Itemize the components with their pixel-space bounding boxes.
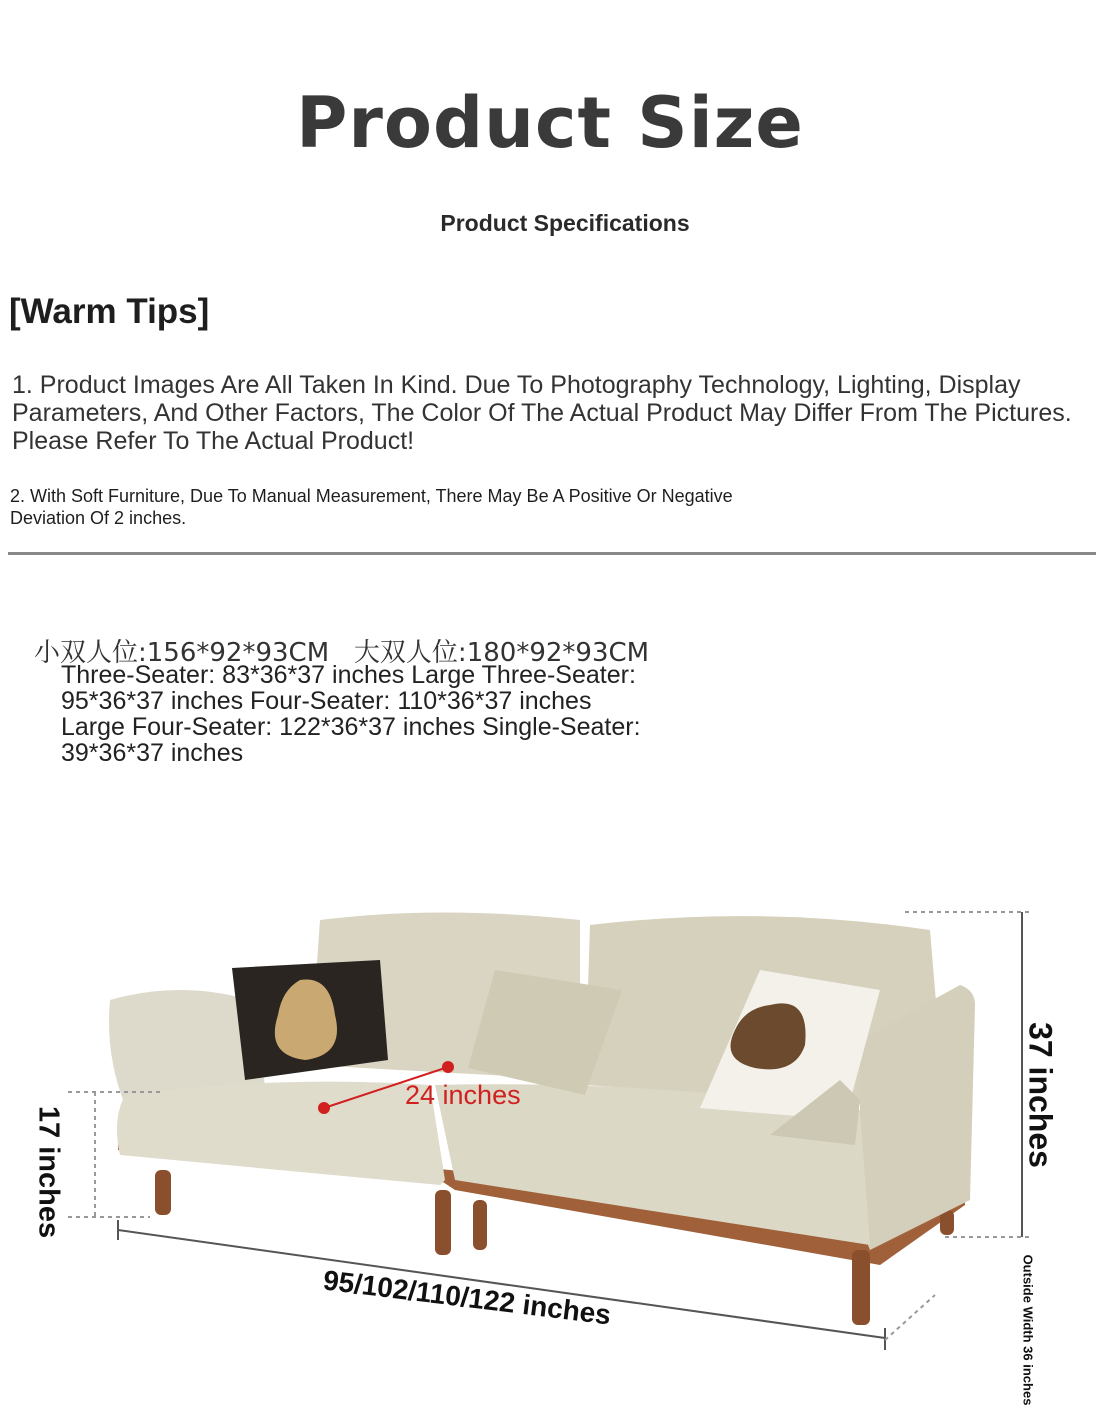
seat-depth-point-back [442, 1061, 454, 1073]
width-label: 95/102/110/122 inches [321, 1264, 613, 1331]
sofa-seat-left [117, 1082, 445, 1185]
tip-2-text: 2. With Soft Furniture, Due To Manual Measurement, There May Be A Positive Or Negative Deviation Of 2 inches. [10, 486, 733, 528]
dim-line-width [118, 1230, 885, 1338]
sofa-leg-front-right [852, 1250, 870, 1325]
sofa-drawing [0, 880, 1100, 1405]
sofa-leg-front-mid [435, 1190, 451, 1255]
page-subtitle: Product Specifications [440, 210, 690, 236]
sizes-chinese-line: 小双人位:156*92*93CM 大双人位:180*92*93CM [34, 638, 650, 668]
sizes-english-text: Three-Seater: 83*36*37 inches Large Three-Seater: 95*36*37 inches Four-Seater: 110*36*37 inches Large Four-Seater: 122*36*37 inches Single-Seater: 39*36*37 inches [61, 661, 641, 767]
seat-height-label: 17 inches [32, 1105, 65, 1239]
outside-width-label: Outside Width 36 inches [1020, 1254, 1036, 1405]
tip-1-text: 1. Product Images Are All Taken In Kind. Due To Photography Technology, Lighting, Display Parameters, And Other Factors, The Color Of The Actual Product May Differ From The Pictures. Please Refer To The Actual Product! [12, 371, 1072, 455]
seat-depth-point-front [318, 1102, 330, 1114]
seat-depth-label: 24 inches [405, 1080, 521, 1110]
section-divider [8, 552, 1096, 555]
warm-tips-heading: [Warm Tips] [9, 292, 210, 331]
page-title: Product Size [296, 82, 804, 164]
sofa-leg-mid-back [473, 1200, 487, 1250]
dim-line-depth [885, 1295, 935, 1340]
sofa-leg-front-left [155, 1170, 171, 1215]
total-height-label: 37 inches [1022, 1022, 1059, 1168]
sofa-illustration [0, 880, 1100, 1405]
